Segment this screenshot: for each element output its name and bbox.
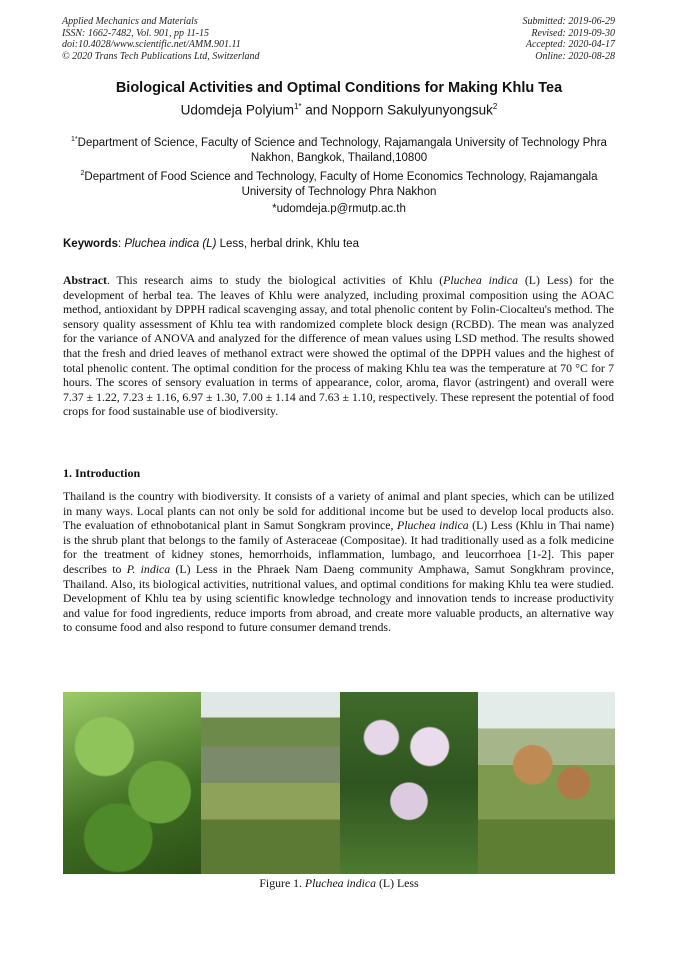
dates-header [523, 16, 616, 62]
author-conjunction: and [301, 102, 332, 118]
abstract-text-1: . This research aims to study the biological activities of Khlu ( [106, 273, 444, 287]
introduction-paragraph [63, 489, 614, 635]
abstract-text-2: (L) Less) for the development of herbal tea. The leaves of Khlu were analyzed, including proximal composition using the AOAC method, antioxidant by DPPH radical scavenging assay, and total phenolic content by Folin-Ciocalteu's method. The sensory quality assessment of Khlu tea with randomized complete block design (RCBD). The mean was analyzed for the variance of ANOVA and analyzed for the difference of mean values using LSD method. The results showed that the fresh and dried leaves of methanol extract were showed the optimal of the DPPH values and the highest of total phenolic content. The optimal condition for the process of making Khlu tea was the temperature at 70 °C for 7 hours. The scores of sensory evaluation in terms of appearance, color, aroma, flavor (astringent) and overall were 7.37 ± 1.22, 7.23 ± 1.16, 6.97 ± 1.30, 7.00 ± 1.14 and 7.63 ± 1.10, respectively. These represent the potential of food crops for food sustainable use of biodiversity. [63, 273, 614, 419]
revised-date: Revised: 2019-09-30 [531, 27, 615, 39]
keywords-rest: Less, herbal drink, Khlu tea [216, 238, 359, 250]
online-date: Online: 2020-08-28 [535, 50, 615, 62]
photo-shrub-by-water [201, 692, 340, 874]
accepted-date: Accepted: 2020-04-17 [525, 39, 615, 50]
keywords-separator: : [117, 238, 125, 250]
caption-species: Pluchea indica [304, 876, 377, 890]
journal-name: Applied Mechanics and Materials [62, 16, 198, 27]
author-2-marker: 2 [492, 102, 498, 111]
author-list [0, 102, 678, 118]
photo-flowers [340, 692, 478, 874]
photo-seed-heads [478, 692, 615, 874]
author-2: Nopporn Sakulyunyongsuk [331, 102, 493, 118]
affiliation-2-text: Department of Food Science and Technology, Faculty of Home Economics Technology, Rajamangala University of Technology Phra Nakhon [84, 170, 598, 198]
submitted-date: Submitted: 2019-06-29 [522, 16, 615, 27]
caption-prefix: Figure 1. [259, 876, 305, 890]
affiliation-1-marker: 1* [71, 136, 78, 143]
journal-header [62, 16, 260, 62]
keywords-line [63, 238, 359, 250]
caption-suffix: (L) Less [376, 876, 419, 890]
intro-species-2: P. indica [126, 561, 171, 576]
journal-doi: doi:10.4028/www.scientific.net/AMM.901.11 [62, 39, 241, 50]
paper-title: Biological Activities and Optimal Conditions for Making Khlu Tea [115, 80, 563, 96]
abstract-label: Abstract [63, 273, 107, 287]
author-1: Udomdeja Polyium [180, 102, 294, 118]
figure-1-caption [0, 876, 678, 891]
abstract-paragraph [63, 273, 614, 419]
introduction-heading: 1. Introduction [63, 466, 141, 480]
intro-species-1: Pluchea indica [397, 518, 469, 533]
intro-text-1: Thailand is the country with biodiversity. It consists of a variety of animal and plant species, which can be utilized in many ways. Local plants can not only be sold for additional income but be used to develop local products also. The evaluation of ethnobotanical plant in Samut Songkram province, [63, 489, 614, 533]
journal-issn: ISSN: 1662-7482, Vol. 901, pp 11-15 [62, 27, 210, 39]
abstract-species: Pluchea indica [443, 273, 519, 287]
affiliation-2-marker: 2 [80, 170, 85, 177]
figure-1-photos [63, 692, 615, 874]
photo-leaves [63, 692, 201, 874]
intro-text-2: (L) Less (Khlu in Thai name) is the shrub plant that belongs to the family of Asteraceae (Compositae). It had traditionally used as a folk medicine for the treatment of kidney stones, hemorrhoids, inflammation, lumbago, and leucorrhoea [1-2]. This paper describes to [63, 518, 614, 576]
intro-text-3: (L) Less in the Phraek Nam Daeng community Amphawa, Samut Songkhram province, Thailand. Also, its biological activities, nutritional values, and optimal conditions for making Khlu tea were studied. Development of Khlu tea by using scientific knowledge technology and innovation tends to increase productivity and value for food ingredients, reduce imports from abroad, and create more valuable products, an alternative way to consume food and also respond to future consumer demand trends. [63, 561, 614, 635]
affiliation-2 [60, 166, 618, 200]
corresponding-email: *udomdeja.p@rmutp.ac.th [272, 203, 406, 215]
journal-copyright: © 2020 Trans Tech Publications Ltd, Switzerland [62, 50, 260, 62]
keywords-species: Pluchea indica (L) [124, 238, 217, 250]
affiliation-1-text: Department of Science, Faculty of Science and Technology, Rajamangala University of Technology Phra Nakhon, Bangkok, Thailand,10800 [77, 136, 607, 164]
affiliation-1 [60, 132, 618, 166]
keywords-label: Keywords [63, 238, 118, 250]
author-1-marker: 1* [293, 102, 302, 111]
